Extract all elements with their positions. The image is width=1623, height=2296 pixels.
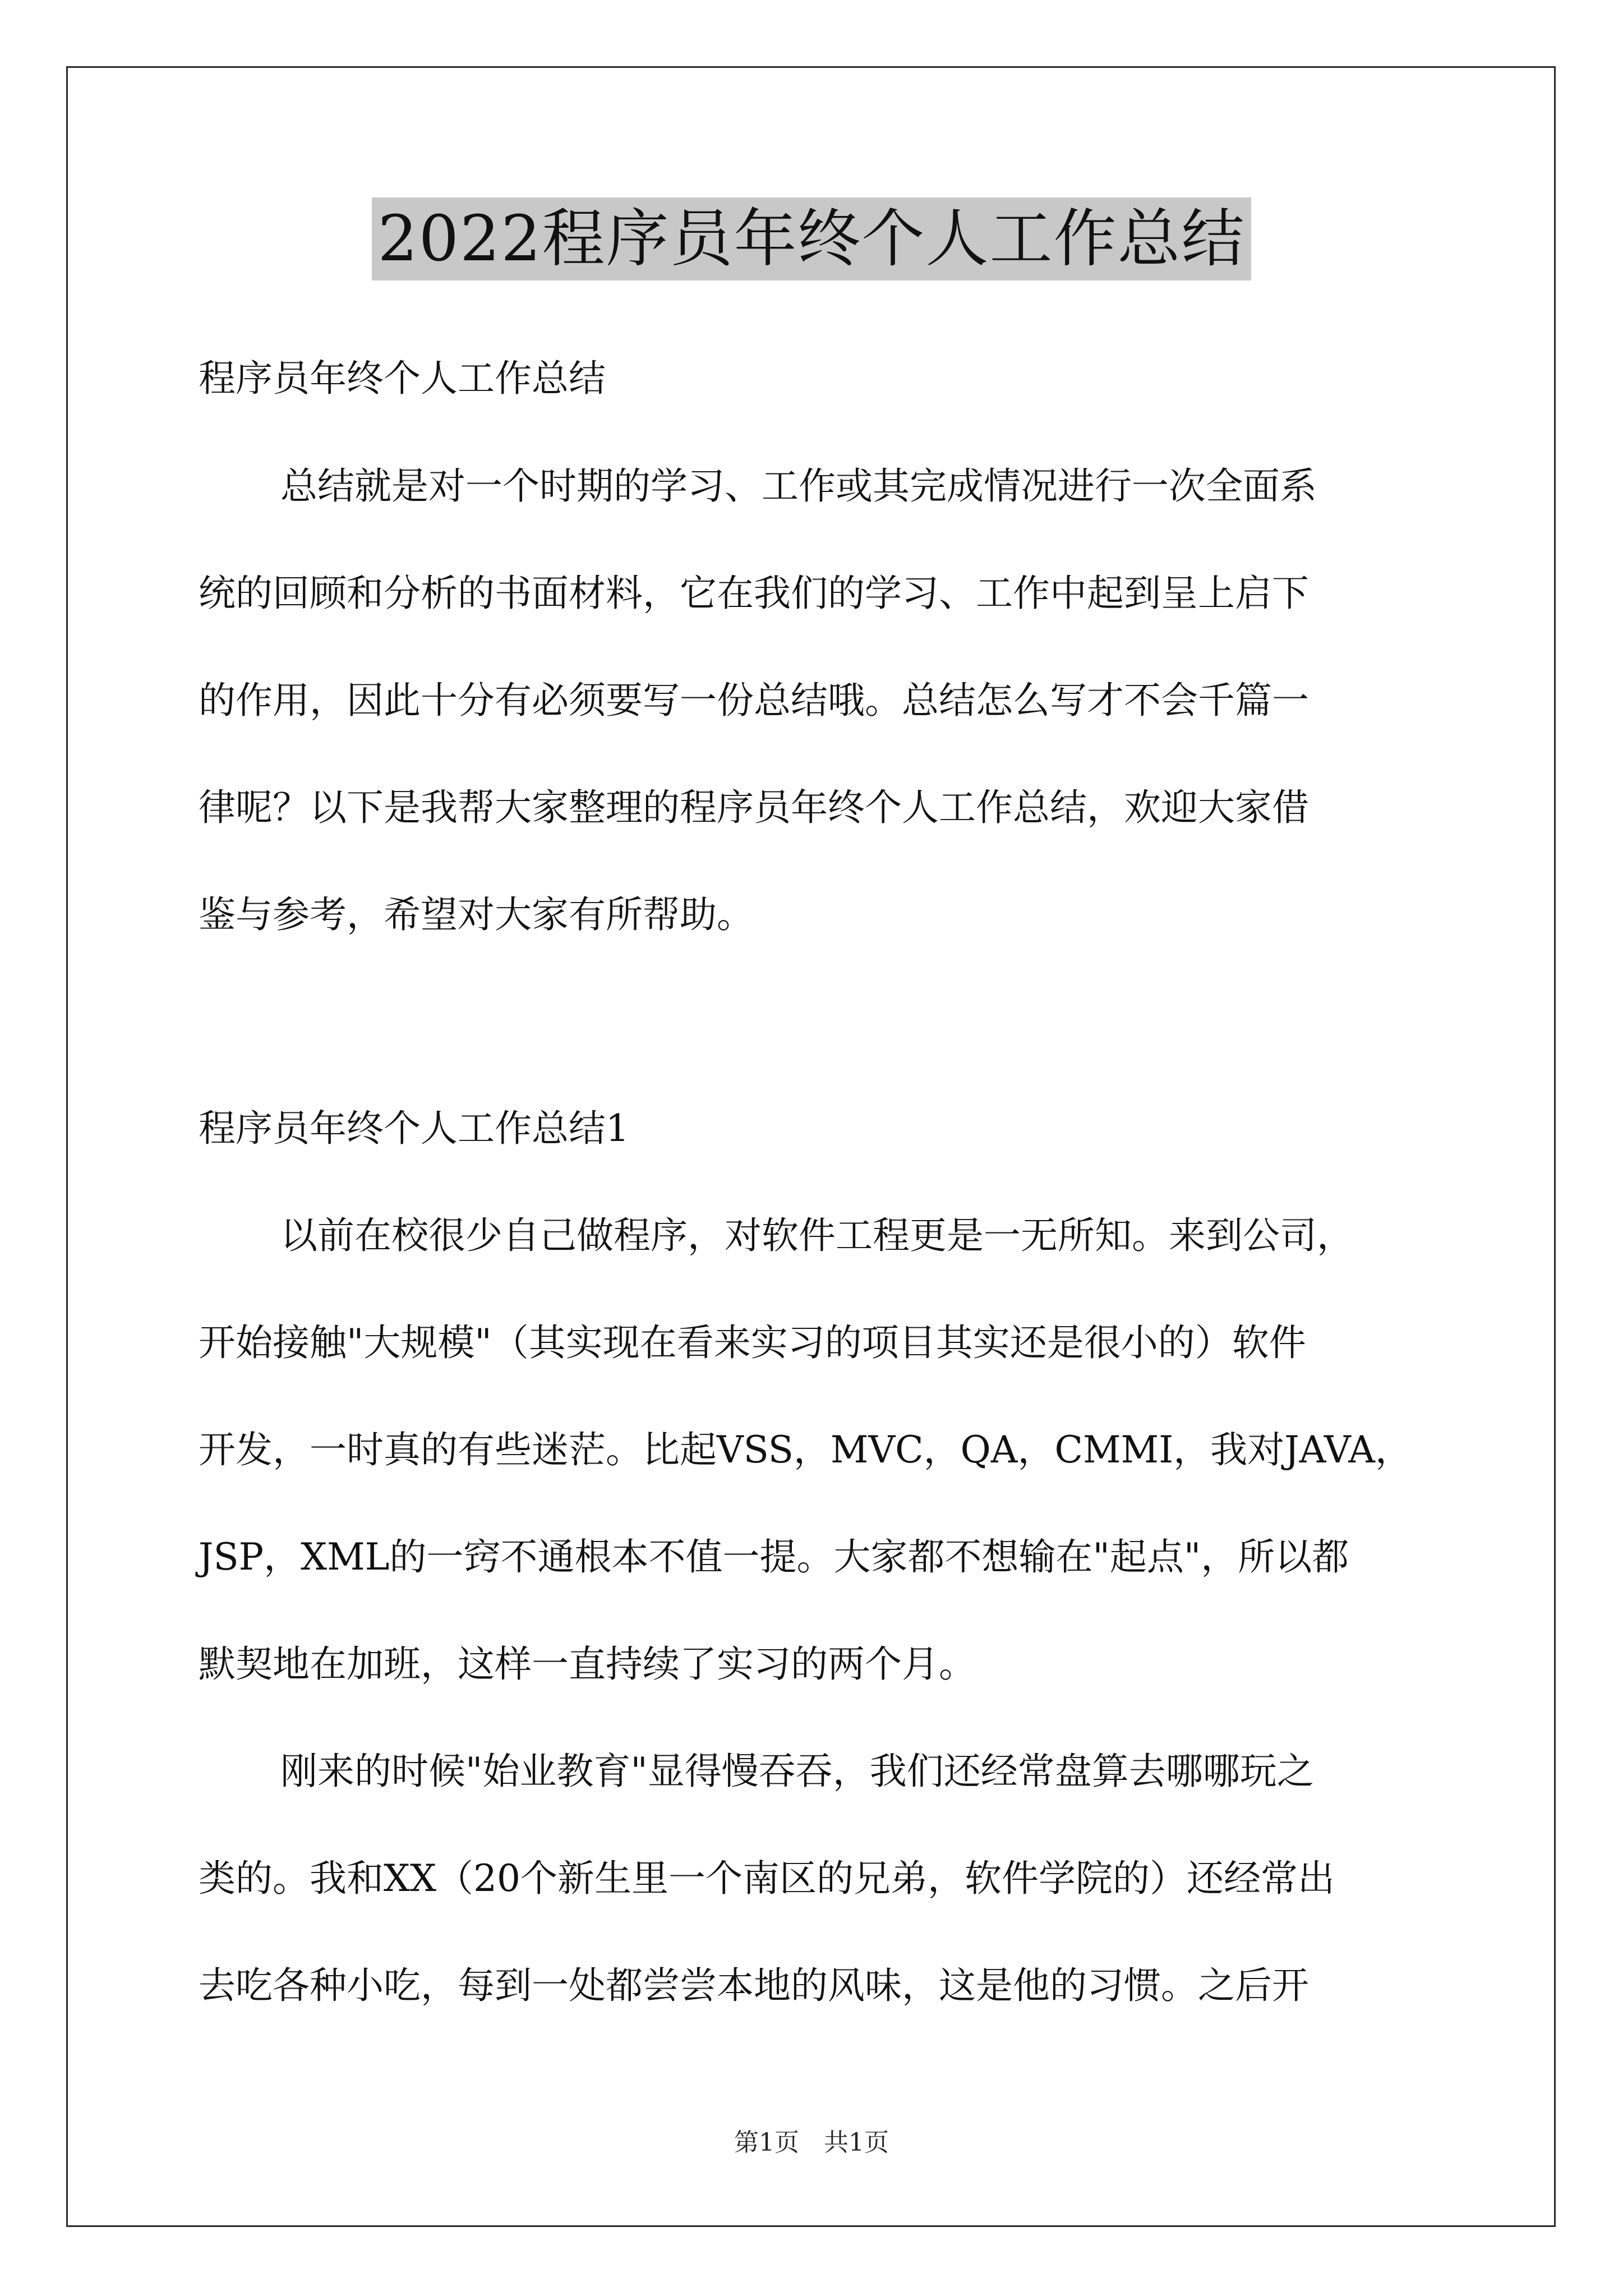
paragraph-line: 刚来的时候"始业教育"显得慢吞吞，我们还经常盘算去哪哪玩之	[280, 1750, 1314, 1793]
document-title: 2022程序员年终个人工作总结	[372, 197, 1251, 280]
paragraph-line: 开始接触"大规模"（其实现在看来实习的项目其实还是很小的）软件	[199, 1321, 1306, 1364]
paragraph-line: 统的回顾和分析的书面材料，它在我们的学习、工作中起到呈上启下	[199, 572, 1309, 615]
subtitle: 程序员年终个人工作总结	[199, 357, 606, 400]
paragraph-line: 鉴与参考，希望对大家有所帮助。	[199, 893, 754, 936]
paragraph-line: 去吃各种小吃，每到一处都尝尝本地的风味，这是他的习惯。之后开	[199, 1964, 1309, 2007]
paragraph-line: 律呢？以下是我帮大家整理的程序员年终个人工作总结，欢迎大家借	[199, 786, 1309, 829]
paragraph-line: 以前在校很少自己做程序，对软件工程更是一无所知。来到公司，	[280, 1214, 1354, 1257]
paragraph-line: 开发，一时真的有些迷茫。比起VSS，MVC，QA，CMMI，我对JAVA，	[199, 1428, 1412, 1471]
page-footer: 第1页 共1页	[734, 2128, 889, 2157]
paragraph-line: 总结就是对一个时期的学习、工作或其完成情况进行一次全面系	[280, 464, 1317, 508]
paragraph-line: 默契地在加班，这样一直持续了实习的两个月。	[199, 1642, 976, 1686]
paragraph-line: 的作用，因此十分有必须要写一份总结哦。总结怎么写才不会千篇一	[199, 679, 1309, 722]
title-container	[0, 197, 1623, 280]
section-heading: 程序员年终个人工作总结1	[199, 1107, 629, 1150]
paragraph-line: JSP，XML的一窍不通根本不值一提。大家都不想输在"起点"，所以都	[199, 1535, 1349, 1579]
paragraph-line: 类的。我和XX（20个新生里一个南区的兄弟，软件学院的）还经常出	[199, 1857, 1335, 1900]
